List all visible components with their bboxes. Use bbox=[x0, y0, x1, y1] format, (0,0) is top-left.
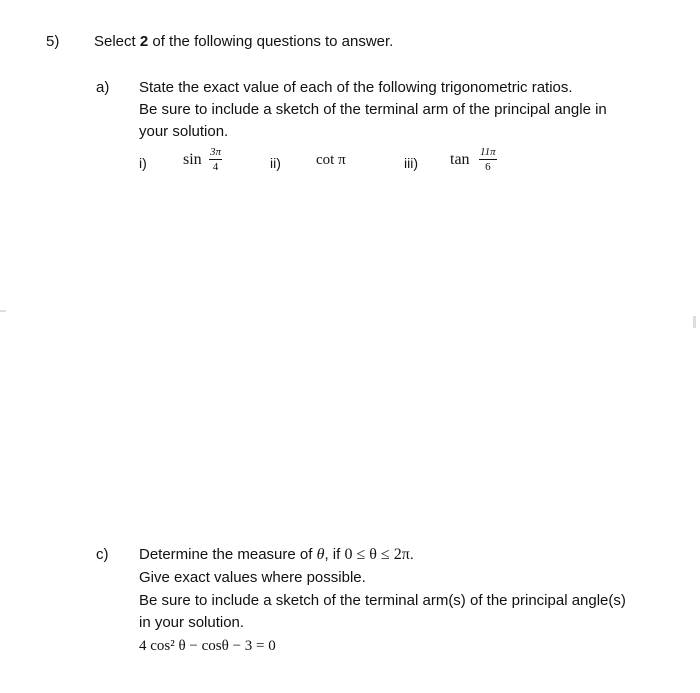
part-c-line3: Be sure to include a sketch of the terminal arm(s) of the principal angle(s) bbox=[139, 592, 626, 609]
item-i-fraction bbox=[209, 146, 222, 173]
item-i-denominator: 4 bbox=[212, 161, 219, 173]
item-iii-fraction bbox=[479, 146, 497, 173]
part-c-theta: θ bbox=[316, 546, 325, 563]
item-iii-function: tan bbox=[450, 151, 470, 168]
item-i-label: i) bbox=[139, 155, 147, 171]
part-c-line1-mid: , if bbox=[324, 546, 345, 563]
item-iii-numerator: 11π bbox=[480, 146, 496, 158]
item-i-function: sin bbox=[183, 151, 202, 168]
intro-before: Select bbox=[94, 33, 140, 50]
question-number: 5) bbox=[46, 33, 60, 50]
intro-after: of the following questions to answer. bbox=[148, 33, 394, 50]
intro-bold-count: 2 bbox=[139, 33, 149, 50]
part-a-line3: your solution. bbox=[139, 123, 229, 140]
scan-mark-right bbox=[693, 316, 696, 328]
item-i-numerator: 3π bbox=[210, 146, 222, 158]
part-c-equation: 4 cos² θ − cosθ − 3 = 0 bbox=[139, 638, 276, 654]
scan-mark-left bbox=[0, 310, 6, 312]
item-ii-function: cot π bbox=[316, 152, 346, 168]
question-intro bbox=[94, 31, 393, 53]
part-c-line4: in your solution. bbox=[139, 614, 245, 631]
part-c-line1-end: . bbox=[409, 546, 414, 563]
part-c-line1 bbox=[139, 544, 414, 566]
item-ii-label: ii) bbox=[270, 155, 281, 171]
part-c-condition: 0 ≤ θ ≤ 2π bbox=[344, 546, 410, 563]
part-a-line2: Be sure to include a sketch of the terminal arm of the principal angle in bbox=[139, 101, 607, 118]
item-iii-denominator: 6 bbox=[485, 161, 491, 173]
item-iii-label: iii) bbox=[404, 155, 418, 171]
part-a-line1: State the exact value of each of the following trigonometric ratios. bbox=[139, 79, 573, 96]
part-c-line2: Give exact values where possible. bbox=[139, 569, 366, 586]
part-a-label: a) bbox=[96, 79, 110, 96]
part-c-line1-prefix: Determine the measure of bbox=[139, 546, 317, 563]
part-c-label: c) bbox=[96, 546, 109, 563]
